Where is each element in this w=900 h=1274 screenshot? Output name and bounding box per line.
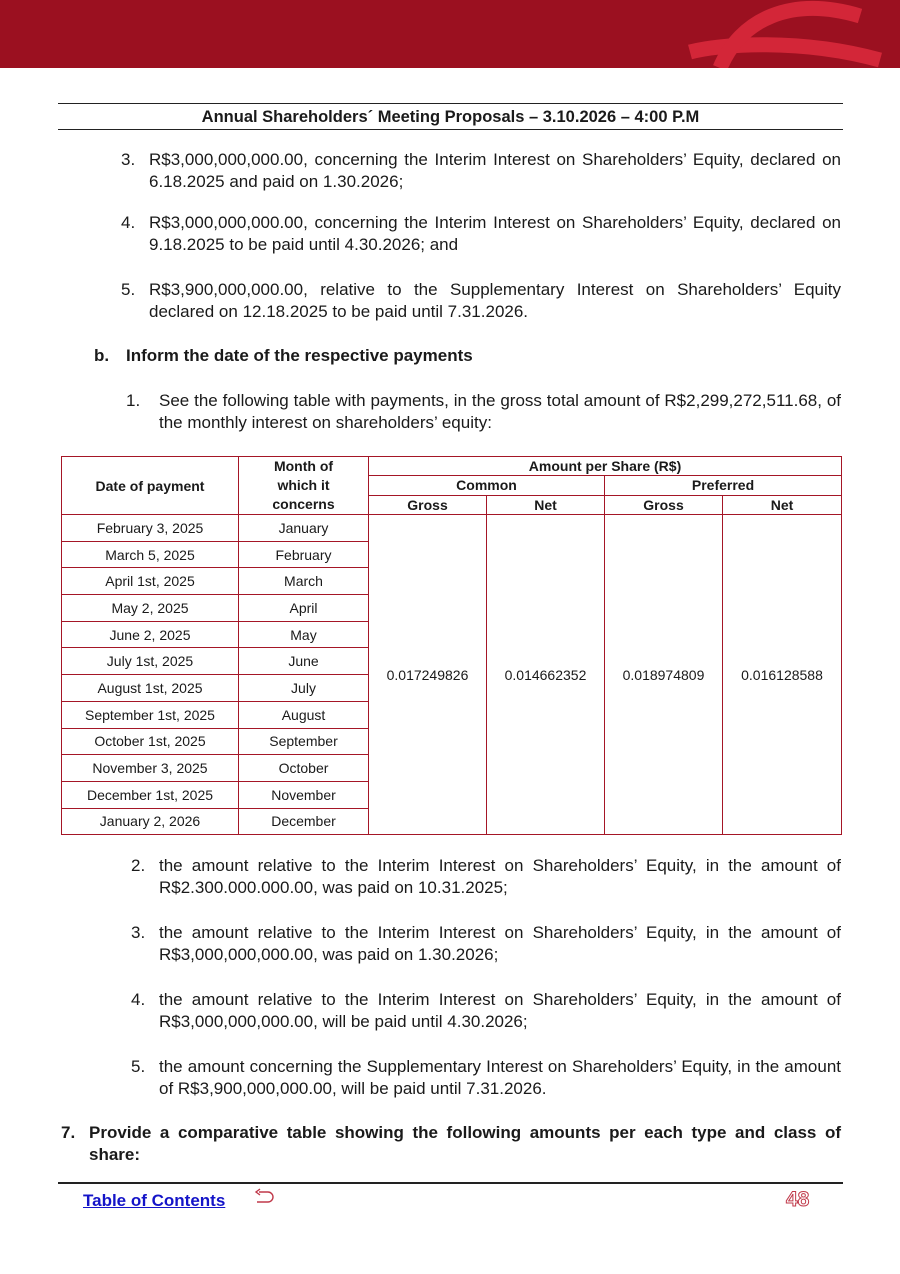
list-item: the amount relative to the Interim Interest on Shareholders’ Equity, in the amount of R$2.300.000.000.00, was paid on 10.31.2025;	[159, 856, 841, 897]
section-letter: b.	[94, 346, 110, 365]
payments-table	[61, 456, 842, 835]
payment-month: December	[239, 808, 369, 835]
col-header-month: Month of which it concerns	[239, 457, 369, 515]
list-item: the amount relative to the Interim Interest on Shareholders’ Equity, in the amount of R$3,000,000,000.00, was paid on 1.30.2026;	[159, 923, 841, 964]
payment-month: July	[239, 675, 369, 702]
col-header-common-gross: Gross	[369, 495, 487, 514]
section-heading: Provide a comparative table showing the following amounts per each type and class of share:	[89, 1123, 841, 1164]
common-gross-value: 0.017249826	[369, 515, 487, 835]
payment-date: June 2, 2025	[62, 621, 239, 648]
payment-date: July 1st, 2025	[62, 648, 239, 675]
list-item-number: 1.	[126, 391, 141, 410]
col-header-preferred: Preferred	[605, 476, 842, 495]
payment-date: May 2, 2025	[62, 595, 239, 622]
list-item-number: 4.	[121, 213, 136, 232]
payment-date: December 1st, 2025	[62, 781, 239, 808]
payment-month: November	[239, 781, 369, 808]
payment-month: June	[239, 648, 369, 675]
payment-month: February	[239, 541, 369, 568]
list-item: the amount relative to the Interim Interest on Shareholders’ Equity, in the amount of R$3,000,000,000.00, will be paid until 4.30.2026;	[159, 990, 841, 1031]
list-item: the amount concerning the Supplementary Interest on Shareholders’ Equity, in the amount of R$3,900,000,000.00, will be paid until 7.31.2026.	[159, 1057, 841, 1098]
payment-month: March	[239, 568, 369, 595]
preferred-net-value: 0.016128588	[723, 515, 842, 835]
section-number: 7.	[61, 1123, 76, 1142]
header-banner	[0, 0, 900, 68]
list-item: See the following table with payments, in the gross total amount of R$2,299,272,511.68, of the monthly interest on shareholders’ equity:	[159, 391, 841, 432]
page-number: 48	[786, 1188, 810, 1211]
payment-month: January	[239, 515, 369, 542]
section-heading: Inform the date of the respective payments	[126, 346, 473, 365]
payment-month: October	[239, 755, 369, 782]
list-item-number: 3.	[121, 150, 136, 169]
col-header-preferred-gross: Gross	[605, 495, 723, 514]
common-net-value: 0.014662352	[487, 515, 605, 835]
list-item-number: 5.	[121, 280, 136, 299]
list-item-number: 2.	[131, 856, 146, 875]
return-arrow-icon[interactable]	[253, 1188, 275, 1208]
payment-month: April	[239, 595, 369, 622]
col-header-preferred-net: Net	[723, 495, 842, 514]
payment-date: October 1st, 2025	[62, 728, 239, 755]
payment-month: May	[239, 621, 369, 648]
payment-date: September 1st, 2025	[62, 701, 239, 728]
payment-date: February 3, 2025	[62, 515, 239, 542]
payment-date: March 5, 2025	[62, 541, 239, 568]
brand-logo-icon	[0, 0, 900, 68]
list-item: R$3,000,000,000.00, concerning the Interim Interest on Shareholders’ Equity, declared on 6.18.2025 and paid on 1.30.2026;	[149, 150, 841, 191]
col-header-date: Date of payment	[62, 457, 239, 515]
preferred-gross-value: 0.018974809	[605, 515, 723, 835]
payment-date: August 1st, 2025	[62, 675, 239, 702]
table-row	[62, 515, 842, 542]
payment-date: November 3, 2025	[62, 755, 239, 782]
payment-month: September	[239, 728, 369, 755]
payment-month: August	[239, 701, 369, 728]
list-item-number: 4.	[131, 990, 146, 1009]
list-item-number: 3.	[131, 923, 146, 942]
list-item-number: 5.	[131, 1057, 146, 1076]
footer-divider	[58, 1182, 843, 1184]
list-item: R$3,000,000,000.00, concerning the Interim Interest on Shareholders’ Equity, declared on 9.18.2025 to be paid until 4.30.2026; and	[149, 213, 841, 254]
list-item: R$3,900,000,000.00, relative to the Supplementary Interest on Shareholders’ Equity declared on 12.18.2025 to be paid until 7.31.2026.	[149, 280, 841, 321]
table-of-contents-link[interactable]: Table of Contents	[83, 1191, 226, 1210]
col-header-common-net: Net	[487, 495, 605, 514]
payment-date: January 2, 2026	[62, 808, 239, 835]
page-title: Annual Shareholders´ Meeting Proposals – 3.10.2026 – 4:00 P.M	[58, 103, 843, 130]
payment-date: April 1st, 2025	[62, 568, 239, 595]
col-header-common: Common	[369, 476, 605, 495]
col-header-amount: Amount per Share (R$)	[369, 457, 842, 476]
